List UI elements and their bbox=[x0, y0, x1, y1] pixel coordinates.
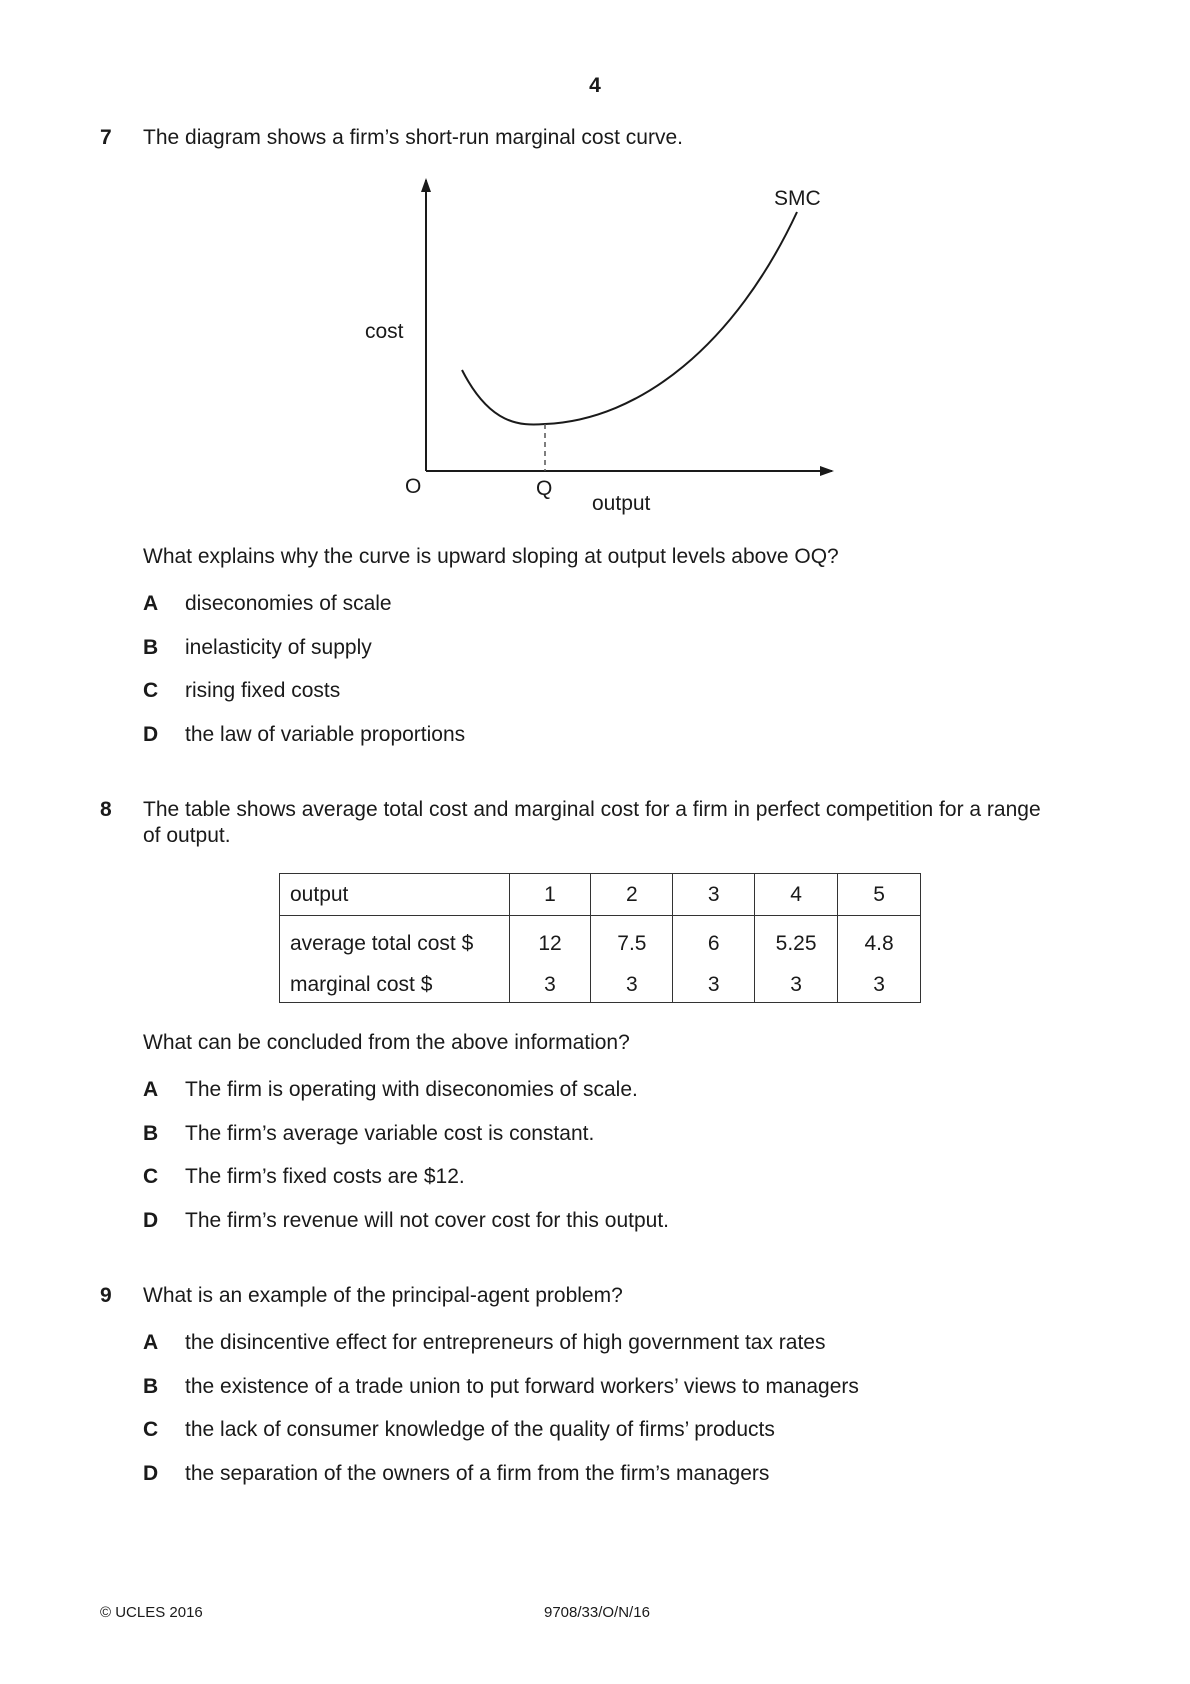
table-cell: 3 bbox=[509, 968, 591, 1003]
table-cell: 7.5 bbox=[591, 916, 673, 969]
question-7-number: 7 bbox=[100, 126, 112, 149]
table-row bbox=[280, 968, 921, 1003]
table-row bbox=[280, 916, 921, 969]
table-cell: 1 bbox=[509, 874, 591, 916]
question-7-option-b-letter: B bbox=[143, 636, 159, 659]
question-9-stem: What is an example of the principal-agent problem? bbox=[143, 1284, 623, 1307]
table-cell: 4 bbox=[755, 874, 838, 916]
table-cell: 2 bbox=[591, 874, 673, 916]
table-cell: 3 bbox=[673, 874, 755, 916]
table-row-label: marginal cost $ bbox=[280, 968, 510, 1003]
footer-copyright: © UCLES 2016 bbox=[100, 1604, 203, 1621]
table-row-label: average total cost $ bbox=[280, 916, 510, 969]
question-8-option-d-letter: D bbox=[143, 1209, 159, 1232]
question-7-option-c-text: rising fixed costs bbox=[185, 679, 341, 702]
question-9-option-d-letter: D bbox=[143, 1462, 159, 1485]
table-header-row bbox=[280, 874, 921, 916]
question-8-option-a-text: The firm is operating with diseconomies of scale. bbox=[185, 1078, 638, 1101]
question-9-option-b-letter: B bbox=[143, 1375, 159, 1398]
question-9-option-a-letter: A bbox=[143, 1331, 159, 1354]
table-cell: 3 bbox=[673, 968, 755, 1003]
question-7-option-d-letter: D bbox=[143, 723, 159, 746]
question-7-stem: The diagram shows a firm’s short-run marginal cost curve. bbox=[143, 126, 683, 149]
table-header-label: output bbox=[280, 874, 510, 916]
question-7-option-c-letter: C bbox=[143, 679, 159, 702]
question-8-option-b-letter: B bbox=[143, 1122, 159, 1145]
question-8-option-d-text: The firm’s revenue will not cover cost for this output. bbox=[185, 1209, 669, 1232]
table-cell: 5 bbox=[838, 874, 921, 916]
question-7-prompt: What explains why the curve is upward sloping at output levels above OQ? bbox=[143, 545, 839, 568]
question-8-option-b-text: The firm’s average variable cost is constant. bbox=[185, 1122, 595, 1145]
table-cell: 12 bbox=[509, 916, 591, 969]
question-8-stem-line2: of output. bbox=[143, 824, 231, 847]
question-7-option-a-letter: A bbox=[143, 592, 159, 615]
table-cell: 5.25 bbox=[755, 916, 838, 969]
question-8-option-a-letter: A bbox=[143, 1078, 159, 1101]
question-9-option-a-text: the disincentive effect for entrepreneurs of high government tax rates bbox=[185, 1331, 826, 1354]
cost-table bbox=[279, 873, 921, 1003]
page-number: 4 bbox=[589, 74, 601, 97]
q-label: Q bbox=[536, 477, 553, 500]
question-9-option-c-letter: C bbox=[143, 1418, 159, 1441]
question-9-option-c-text: the lack of consumer knowledge of the quality of firms’ products bbox=[185, 1418, 775, 1441]
y-axis-label: cost bbox=[365, 320, 404, 343]
smc-label: SMC bbox=[774, 187, 821, 210]
table-cell: 4.8 bbox=[838, 916, 921, 969]
table-cell: 3 bbox=[755, 968, 838, 1003]
question-7-option-a-text: diseconomies of scale bbox=[185, 592, 392, 615]
question-8-option-c-text: The firm’s fixed costs are $12. bbox=[185, 1165, 465, 1188]
smc-diagram bbox=[0, 0, 1190, 540]
question-8-number: 8 bbox=[100, 798, 112, 821]
footer-paper-code: 9708/33/O/N/16 bbox=[544, 1604, 650, 1621]
question-8-prompt: What can be concluded from the above information? bbox=[143, 1031, 630, 1054]
question-8-stem-line1: The table shows average total cost and marginal cost for a firm in perfect competition for a range bbox=[143, 798, 1041, 821]
table-cell: 3 bbox=[838, 968, 921, 1003]
question-9-number: 9 bbox=[100, 1284, 112, 1307]
origin-label: O bbox=[405, 475, 422, 498]
question-9-option-b-text: the existence of a trade union to put forward workers’ views to managers bbox=[185, 1375, 859, 1398]
question-7-option-b-text: inelasticity of supply bbox=[185, 636, 372, 659]
table-cell: 3 bbox=[591, 968, 673, 1003]
smc-curve bbox=[462, 212, 797, 425]
x-axis-label: output bbox=[592, 492, 651, 515]
question-8-option-c-letter: C bbox=[143, 1165, 159, 1188]
question-9-option-d-text: the separation of the owners of a firm from the firm’s managers bbox=[185, 1462, 770, 1485]
table-cell: 6 bbox=[673, 916, 755, 969]
question-7-option-d-text: the law of variable proportions bbox=[185, 723, 466, 746]
